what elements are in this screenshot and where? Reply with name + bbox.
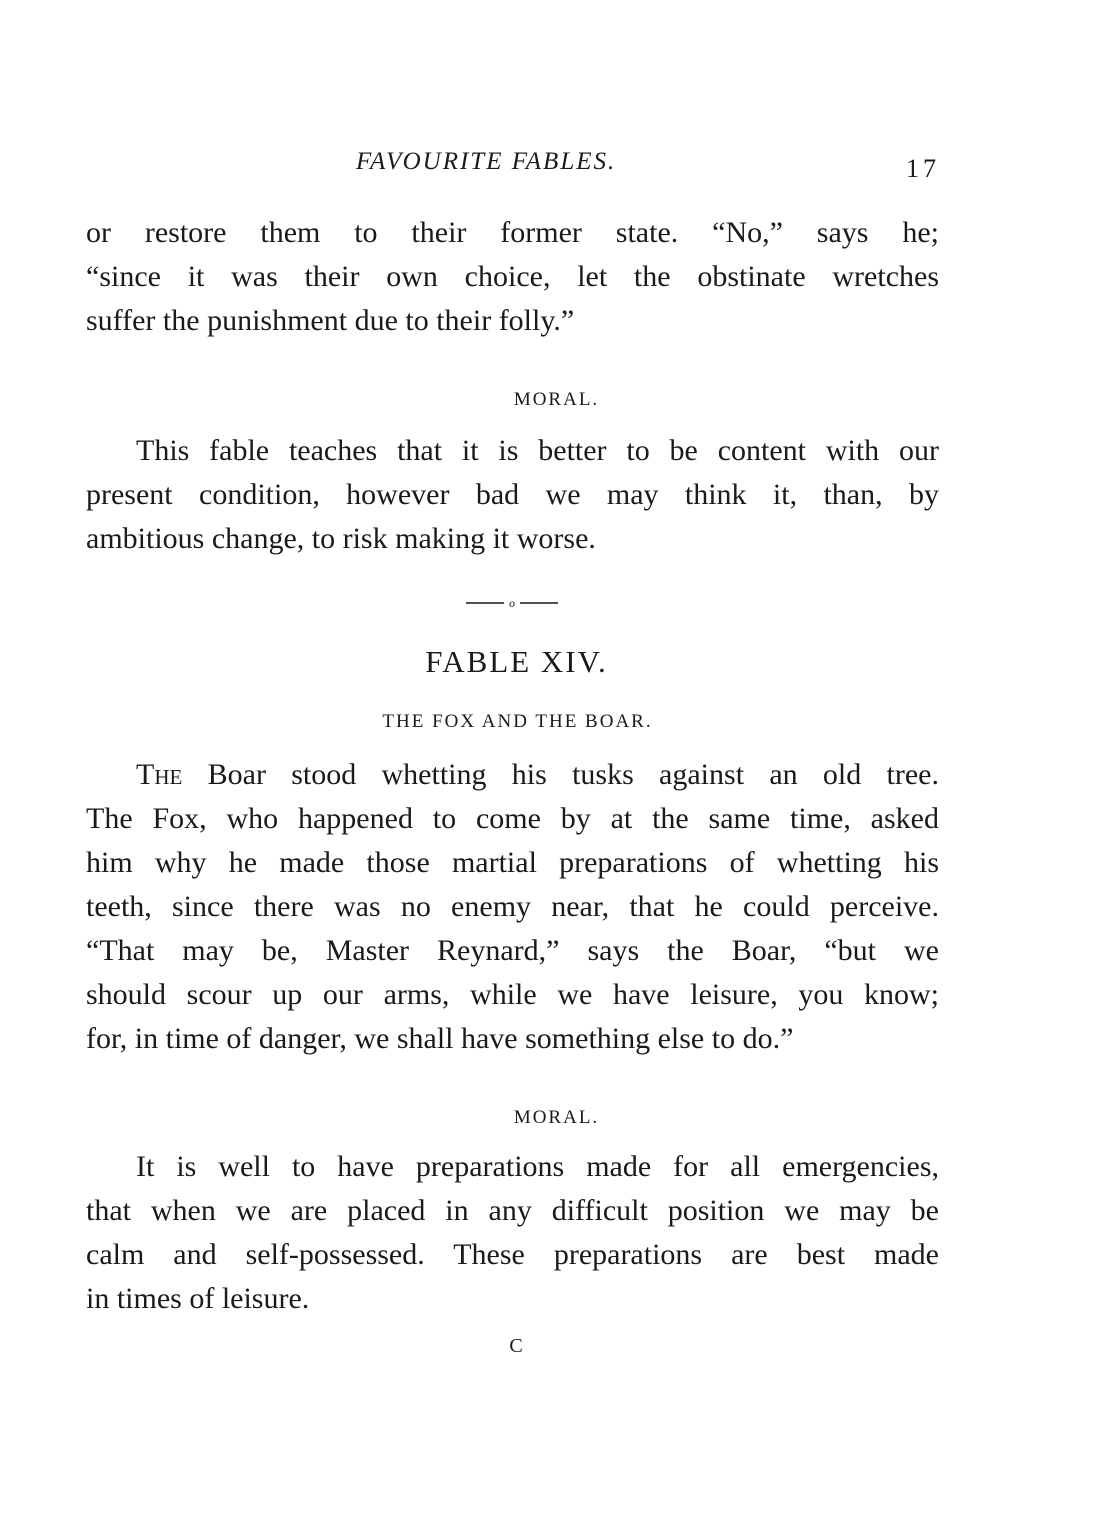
text-line: suffer the punishment due to their folly.” — [86, 304, 575, 337]
text-line: “That may be, Master Reynard,” says the Boar, “but we — [86, 934, 939, 967]
text-line: It is well to have preparations made for all emergencies, — [136, 1150, 939, 1183]
text-line: The Fox, who happened to come by at the same time, asked — [86, 802, 939, 835]
running-head — [0, 148, 1117, 188]
continuation-paragraph — [86, 211, 939, 343]
section-divider — [466, 596, 558, 610]
signature-mark: C — [509, 1335, 523, 1357]
text-line: ambitious change, to risk making it worse. — [86, 522, 596, 555]
text-line: This fable teaches that it is better to be content with our — [136, 434, 939, 467]
moral-heading: MORAL. — [513, 389, 600, 410]
page-number: 17 — [906, 154, 940, 183]
text-line: present condition, however bad we may think it, than, by — [86, 478, 939, 511]
fable-title: FABLE XIV. — [425, 644, 608, 679]
text-line: teeth, since there was no enemy near, that he could perceive. — [86, 890, 939, 923]
text-line: calm and self-possessed. These preparations are best made — [86, 1238, 939, 1271]
text-line — [86, 753, 939, 797]
text-line: for, in time of danger, we shall have something else to do.” — [86, 1022, 794, 1055]
text-line: should scour up our arms, while we have leisure, you know; — [86, 978, 939, 1011]
text-line: or restore them to their former state. “No,” says he; — [86, 216, 939, 249]
text-line: “since it was their own choice, let the obstinate wretches — [86, 260, 939, 293]
moral-heading: MORAL. — [513, 1107, 600, 1128]
fable-subtitle: THE FOX AND THE BOAR. — [382, 711, 653, 732]
text-line: in times of leisure. — [86, 1282, 310, 1315]
fable-paragraph — [86, 753, 939, 1061]
divider-glyph: o — [509, 596, 515, 610]
moral-paragraph — [86, 429, 939, 561]
text-line: him why he made those martial preparations of whetting his — [86, 846, 939, 879]
moral-paragraph — [86, 1145, 939, 1321]
first-line-text: Boar stood whetting his tusks against an old tree. — [182, 758, 939, 791]
text-line: that when we are placed in any difficult position we may be — [86, 1194, 939, 1227]
running-title: FAVOURITE FABLES. — [356, 148, 617, 175]
drop-word: The — [136, 758, 183, 791]
